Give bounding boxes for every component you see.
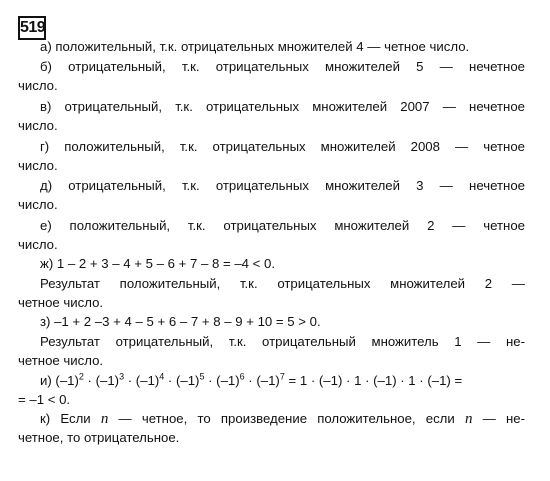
line-e: е) положительный, т.к. отрицательных множителей 2 — четное bbox=[40, 218, 525, 233]
line-z: з) –1 + 2 –3 + 4 – 5 + 6 – 7 + 8 – 9 + 10 = 5 > 0. bbox=[40, 314, 321, 329]
line-zh: ж) 1 – 2 + 3 – 4 + 5 – 6 + 7 – 8 = –4 < 0. bbox=[40, 256, 276, 271]
line-g: г) положительный, т.к. отрицательных множителей 2008 — четное bbox=[40, 139, 525, 154]
line-g-cont: число. bbox=[18, 158, 58, 173]
line-e-cont: число. bbox=[18, 237, 58, 252]
line-k-cont: четное, то отрицательное. bbox=[18, 430, 180, 445]
line-d-cont: число. bbox=[18, 197, 58, 212]
problem-number: 519 bbox=[18, 16, 46, 40]
line-i: и) $(-1)^2 \cdot (-1)^3 \cdot (-1)^4 \cdot (-1)^5 \cdot (-1)^6 \cdot (-1)^7 = 1 \cdot (-1) \cdot 1 \cdot (-1) \cdot 1 \cdot (-1)$ = bbox=[40, 371, 463, 388]
line-z-result: Результат отрицательный, т.к. отрицательный множитель 1 — не- bbox=[40, 334, 525, 349]
line-b: б) отрицательный, т.к. отрицательных множителей 5 — нечетное bbox=[40, 59, 525, 74]
line-v-cont: число. bbox=[18, 118, 58, 133]
line-z-result-cont: четное число. bbox=[18, 353, 104, 368]
line-b-cont: число. bbox=[18, 78, 58, 93]
line-a: а) положительный, т.к. отрицательных множителей 4 — четное число. bbox=[40, 39, 470, 54]
line-i-cont: = –1 < 0. bbox=[18, 392, 71, 407]
line-k: к) Если n — четное, то произведение положительное, если n — не- bbox=[40, 411, 525, 427]
line-v: в) отрицательный, т.к. отрицательных множителей 2007 — нечетное bbox=[40, 99, 525, 114]
line-zh-result: Результат положительный, т.к. отрицательных множителей 2 — bbox=[40, 276, 525, 291]
line-d: д) отрицательный, т.к. отрицательных множителей 3 — нечетное bbox=[40, 178, 525, 193]
line-zh-result-cont: четное число. bbox=[18, 295, 104, 310]
